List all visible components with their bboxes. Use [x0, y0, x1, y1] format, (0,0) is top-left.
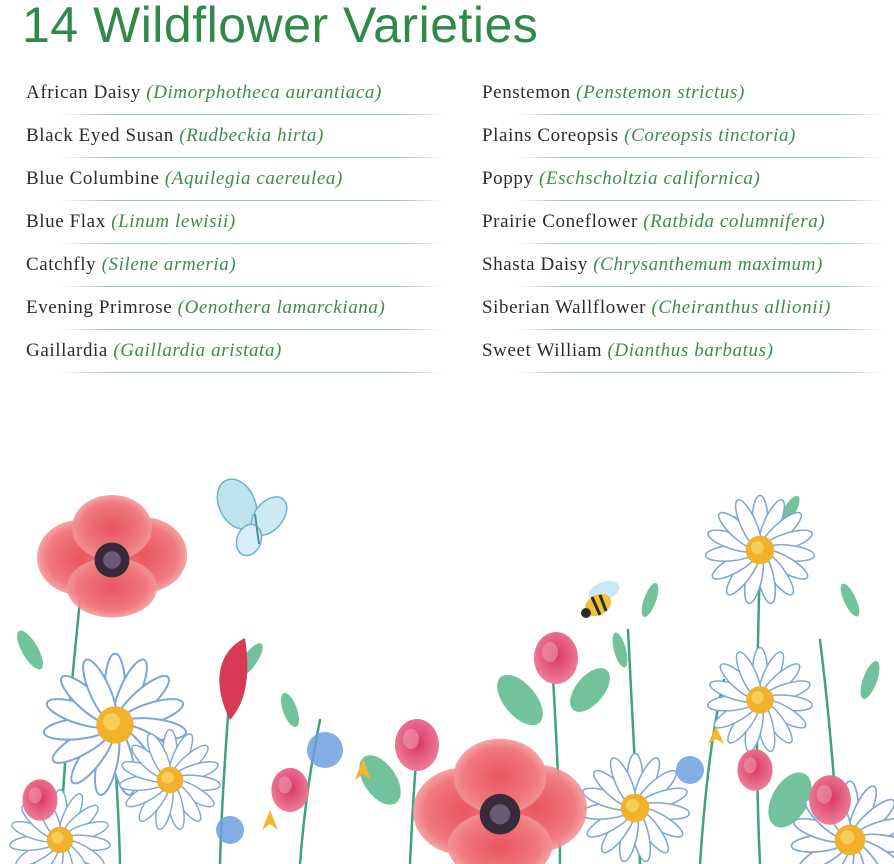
common-name: Penstemon	[482, 82, 571, 103]
common-name: Blue Columbine	[26, 168, 160, 189]
scientific-name: (Coreopsis tinctoria)	[624, 125, 796, 146]
common-name: Poppy	[482, 168, 534, 189]
list-item	[26, 287, 446, 330]
scientific-name: (Gaillardia aristata)	[113, 340, 282, 361]
common-name: Prairie Coneflower	[482, 211, 638, 232]
common-name: Blue Flax	[26, 211, 106, 232]
page-title: 14 Wildflower Varieties	[22, 0, 539, 53]
list-item	[482, 287, 882, 330]
scientific-name: (Chrysanthemum maximum)	[593, 254, 823, 275]
common-name: Shasta Daisy	[482, 254, 588, 275]
scientific-name: (Linum lewisii)	[111, 211, 236, 232]
list-item	[26, 201, 446, 244]
list-item	[482, 244, 882, 287]
scientific-name: (Eschscholtzia californica)	[538, 168, 761, 189]
list-item	[26, 158, 446, 201]
common-name: Gaillardia	[26, 340, 108, 361]
scientific-name: (Dianthus barbatus)	[607, 340, 774, 361]
scientific-name: (Dimorphotheca aurantiaca)	[146, 82, 382, 103]
common-name: Sweet William	[482, 340, 603, 361]
list-item	[482, 330, 882, 373]
list-item	[26, 244, 446, 287]
list-item	[26, 72, 446, 115]
common-name: African Daisy	[26, 82, 141, 103]
scientific-name: (Silene armeria)	[101, 254, 237, 275]
scientific-name: (Oenothera lamarckiana)	[177, 297, 386, 318]
common-name: Catchfly	[26, 254, 97, 275]
list-item	[482, 115, 882, 158]
common-name: Black Eyed Susan	[26, 125, 174, 146]
scientific-name: (Penstemon strictus)	[576, 82, 745, 103]
list-item	[482, 201, 882, 244]
scientific-name: (Aquilegia caereulea)	[164, 168, 343, 189]
wildflower-illustration	[0, 400, 894, 864]
common-name: Plains Coreopsis	[482, 125, 619, 146]
list-item	[26, 330, 446, 373]
scientific-name: (Ratbida columnifera)	[643, 211, 826, 232]
variety-list-left	[26, 72, 446, 373]
common-name: Evening Primrose	[26, 297, 173, 318]
variety-list-right	[482, 72, 882, 373]
list-item	[482, 72, 882, 115]
common-name: Siberian Wallflower	[482, 297, 647, 318]
list-item	[482, 158, 882, 201]
scientific-name: (Cheiranthus allionii)	[651, 297, 831, 318]
scientific-name: (Rudbeckia hirta)	[179, 125, 324, 146]
list-item	[26, 115, 446, 158]
